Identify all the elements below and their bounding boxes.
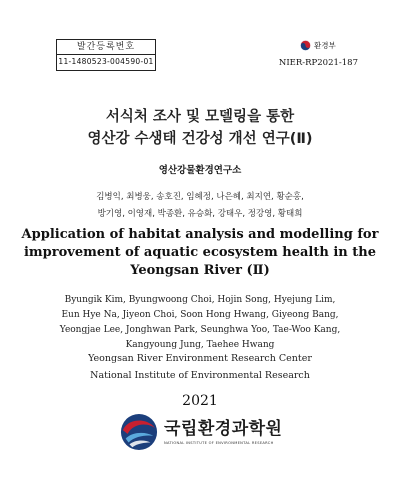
publication-registration-number: 11-1480523-004590-01 <box>58 57 154 66</box>
korean-authors-line-2: 방기영, 이영재, 박종환, 유승화, 강태우, 정강영, 황태희 <box>97 209 303 219</box>
publication-registration-box <box>56 39 156 71</box>
publication-registration-label: 발간등록번호 <box>57 40 155 55</box>
nier-logo-korean-name: 국립환경과학원 <box>164 419 283 439</box>
english-authors-line-2: Eun Hye Na, Jiyeon Choi, Soon Hong Hwang, Giyeong Bang, <box>61 310 339 320</box>
nier-logo-icon <box>120 413 158 451</box>
report-number: NIER-RP2021-187 <box>278 58 358 68</box>
ministry-name: 환경부 <box>314 41 336 50</box>
korean-title-line-2: 영산강 수생태 건강성 개선 연구(Ⅱ) <box>87 131 313 147</box>
english-title-line-3: Yeongsan River (Ⅱ) <box>130 263 270 278</box>
korean-institute-name: 영산강물환경연구소 <box>158 165 242 176</box>
english-authors-line-1: Byungik Kim, Byungwoong Choi, Hojin Song, Hyejung Lim, <box>64 295 336 305</box>
english-institution-line-1: Yeongsan River Environment Research Center <box>88 353 312 364</box>
english-institution-line-2: National Institute of Environmental Research <box>90 370 310 381</box>
nier-logo <box>120 413 282 451</box>
korean-title-line-1: 서식처 조사 및 모델링을 통한 <box>105 109 295 125</box>
english-title-line-1: Application of habitat analysis and modelling for <box>21 227 379 242</box>
publication-year: 2021 <box>182 393 218 409</box>
korea-taegeuk-emblem-icon <box>300 40 311 51</box>
english-authors-line-4: Kangyoung Jung, Taehee Hwang <box>125 340 275 350</box>
korean-authors-line-1: 김병익, 최병웅, 송호진, 임혜정, 나은혜, 최지연, 황순홍, <box>96 192 304 202</box>
english-authors-line-3: Yeongjae Lee, Jonghwan Park, Seunghwa Yoo, Tae-Woo Kang, <box>59 325 341 335</box>
english-title-line-2: improvement of aquatic ecosystem health in the <box>23 245 376 260</box>
nier-logo-english-name: NATIONAL INSTITUTE OF ENVIRONMENTAL RESEARCH <box>164 441 274 445</box>
ministry-header <box>300 40 336 51</box>
